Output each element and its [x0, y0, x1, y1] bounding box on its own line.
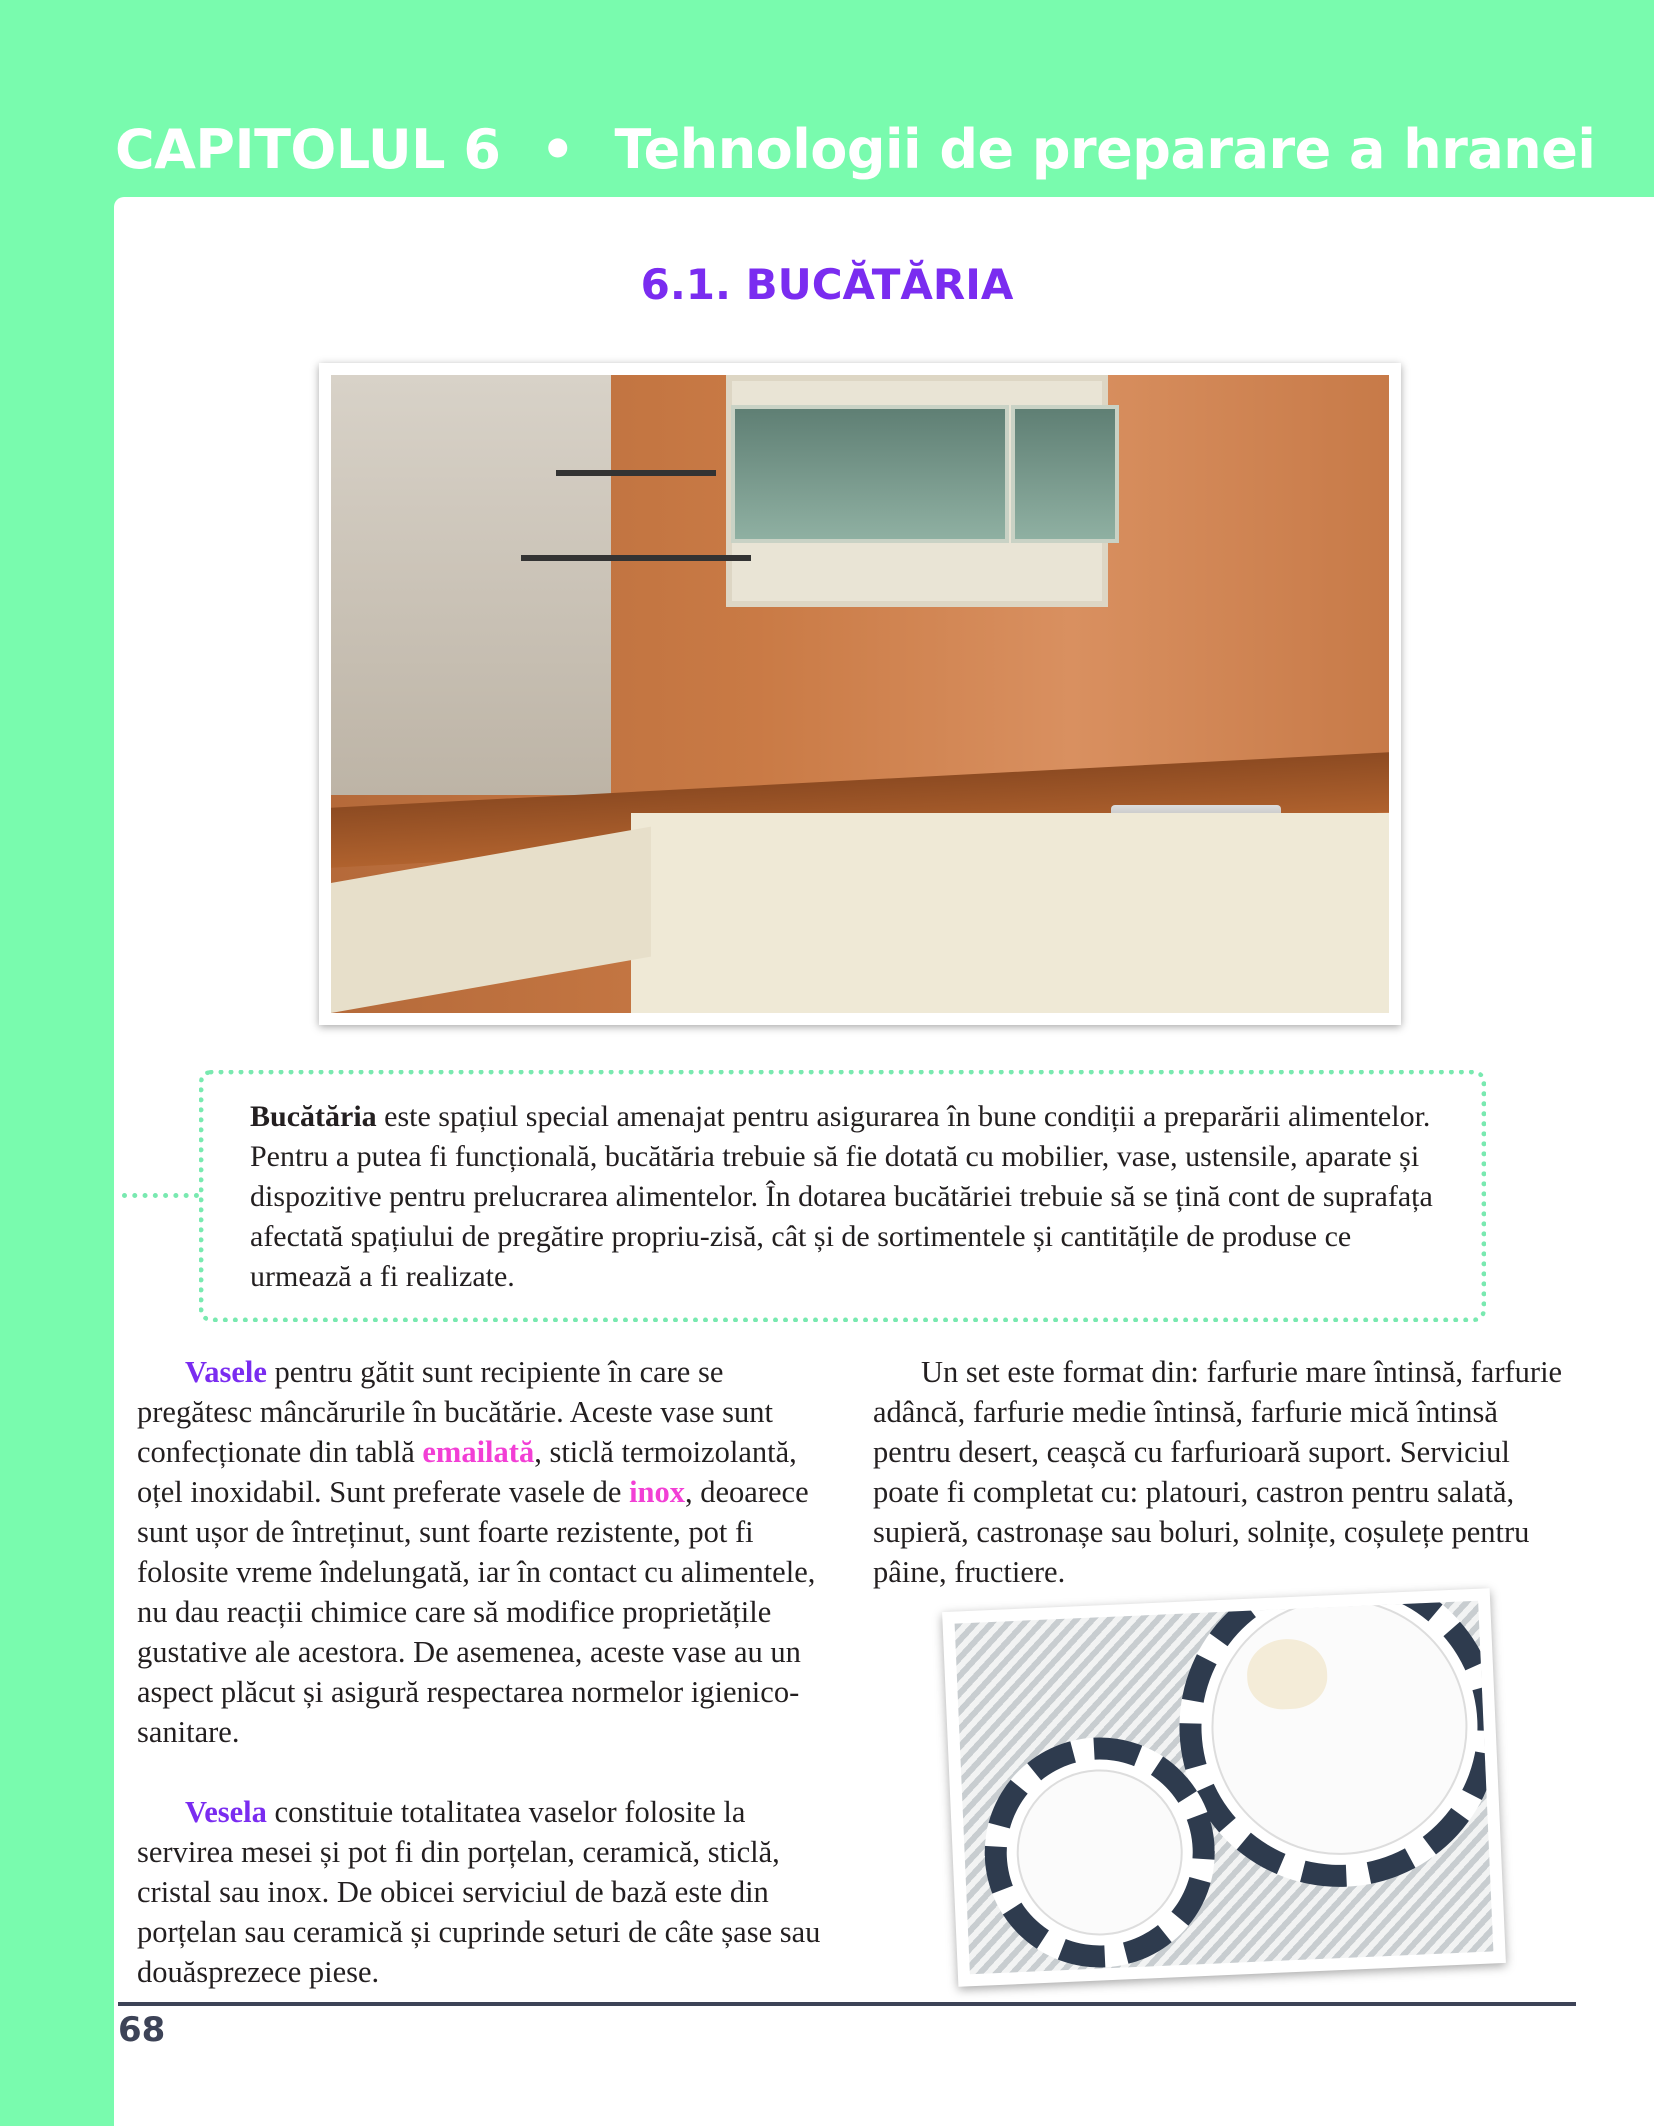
text: , sticlă termoizolantă, oțel inoxidabil. Sunt preferate vasele de: [137, 1435, 797, 1509]
definition-body: este spațiul special amenajat pentru asigurarea în bune condiții a preparării alimentelor. Pentru a putea fi funcțională, bucătăria trebuie să fie dotată cu mobilier, vase, ustensile, aparate și dispozitive pentru prelucrarea alimentelor. În dotarea bucătăriei trebuie să se țină cont de suprafața afectată spațiului de pregătire propriu-zisă, cât și de sortimentele și cantitățile de produse ce urmează a fi realizate.: [250, 1100, 1433, 1293]
plates-photo: [942, 1588, 1506, 1987]
text: , deoarece sunt ușor de întreținut, sunt foarte rezistente, pot fi folosite vreme îndelungată, iar în contact cu alimentele, nu dau reacții chimice care să modifice proprietățile gustative ale acestora. De asemenea, aceste vase au un aspect plăcut și asigură respectarea normelor igienico-sanitare.: [137, 1475, 816, 1749]
chapter-header: [115, 118, 1595, 181]
chapter-title: Tehnologii de preparare a hranei: [614, 118, 1596, 181]
definition-text: [250, 1097, 1460, 1297]
highlight-inox: inox: [629, 1475, 686, 1509]
kitchen-photo: [319, 363, 1401, 1025]
highlight-emailata: emailată: [422, 1435, 535, 1469]
connector-dots: [122, 1193, 199, 1198]
chapter-label: CAPITOLUL 6: [115, 118, 501, 181]
text: constituie totalitatea vaselor folosite la servirea mesei și pot fi din porțelan, ceramică, sticlă, cristal sau inox. De obicei serviciul de bază este din porțelan sau ceramică și cuprinde seturi de câte șase sau douăsprezece piese.: [137, 1795, 821, 1989]
paragraph-vasele: [137, 1352, 837, 1752]
page-number: 68: [118, 2010, 166, 2050]
definition-term: Bucătăria: [250, 1100, 377, 1133]
paragraph-vesela: [137, 1792, 837, 1992]
keyword-vesela: Vesela: [185, 1795, 267, 1829]
left-column: [137, 1352, 837, 1992]
text: pentru gătit sunt recipiente în care se pregătesc mâncărurile în bucătărie. Aceste vase sunt confecționate din tablă: [137, 1355, 773, 1469]
keyword-vasele: Vasele: [185, 1355, 267, 1389]
right-column: [873, 1352, 1578, 1592]
section-title: 6.1. BUCĂTĂRIA: [640, 260, 1014, 309]
separator: •: [540, 118, 575, 181]
paragraph-set: Un set este format din: farfurie mare întinsă, farfurie adâncă, farfurie medie întinsă, farfurie mică întinsă pentru desert, ceașcă cu farfurioară suport. Serviciul poate fi completat cu: platouri, castron pentru salată, supieră, castronașe sau boluri, solnițe, coșulețe pentru pâine, fructiere.: [873, 1355, 1563, 1589]
footer-rule: [118, 2002, 1576, 2006]
